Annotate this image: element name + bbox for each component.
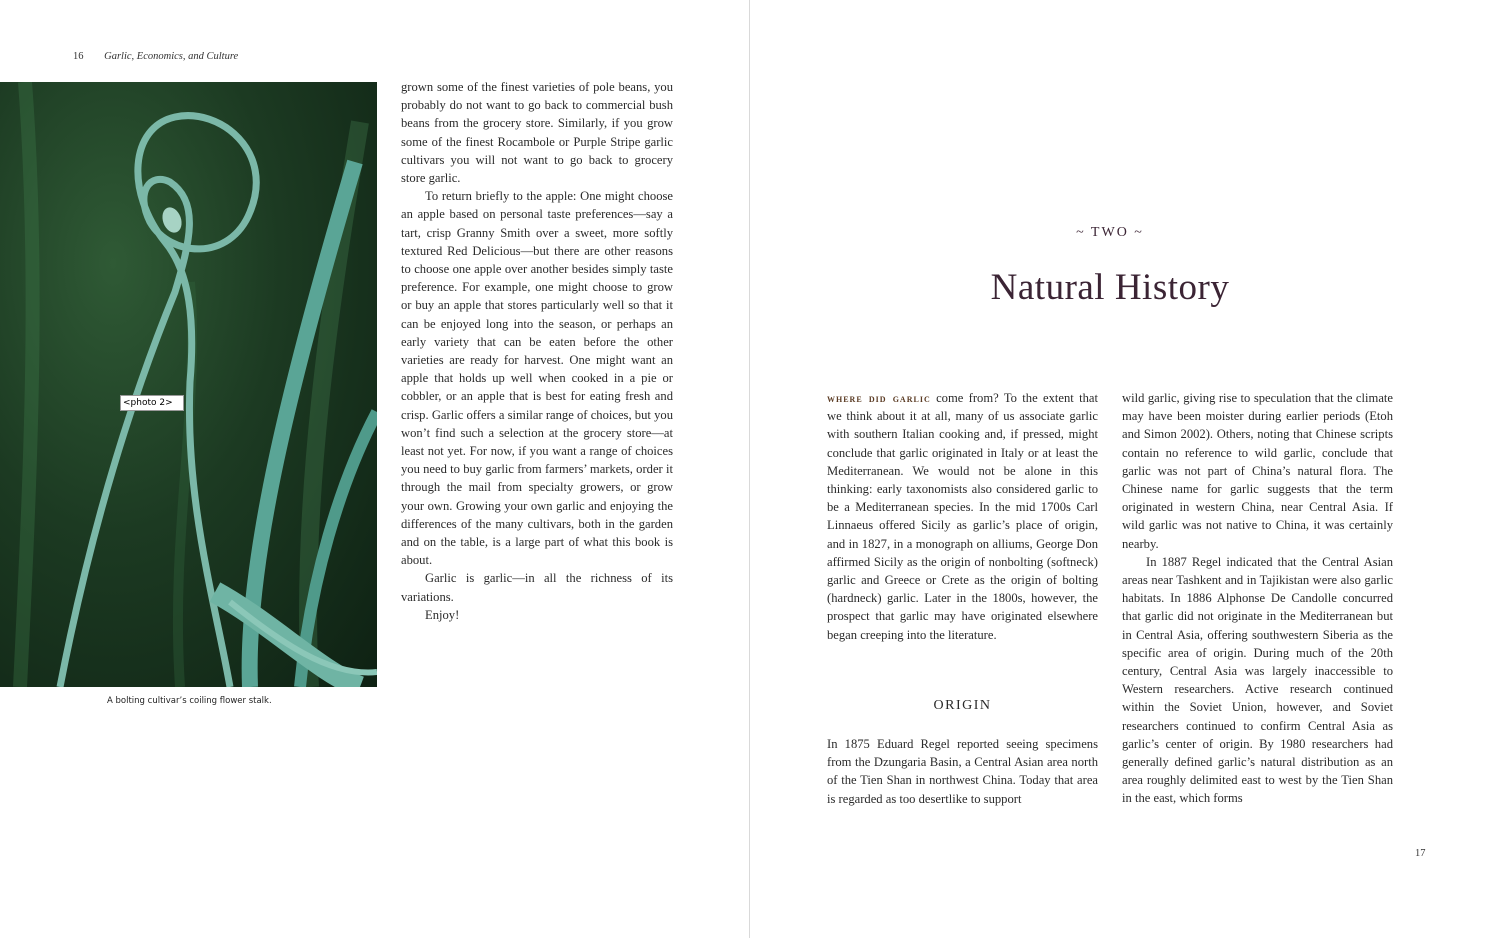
paragraph: In 1875 Eduard Regel reported seeing specimens from the Dzungaria Basin, a Central Asian area north of the Tien Shan in northwest China. Today that area is regarded as too desertlike to support: [827, 737, 1098, 806]
paragraph: Garlic is garlic—in all the richness of its variations.: [401, 571, 673, 604]
right-page-column-2: [1122, 389, 1393, 808]
left-page-number: 16: [73, 51, 84, 62]
page-gutter: [749, 0, 750, 938]
garlic-scape-illustration: [0, 82, 377, 687]
paragraph: To return briefly to the apple: One might choose an apple based on personal taste preferences—say a tart, crisp Granny Smith over a sweet, more softly textured Red Delicious—but there are other reasons to choose one apple over another besides simply taste preference. For example, one might choose to grow or buy an apple that stores particularly well so that it can be enjoyed long into the season, or perhaps an early variety that can be eaten before the other varieties are ready for harvest. One might want an apple that holds up well when cooked in a pie or cobbler, or an apple that is best for eating fresh and crisp. Garlic offers a similar range of choices, but you won’t find such a selection at the grocery store—at least not yet. For now, if you want a range of choices you need to buy garlic from farmers’ markets, order it through the mail from specialty growers, or grow your own. Growing your own garlic and enjoying the differences of the many cultivars, both in the garden and on the table, is a large part of what this book is about.: [401, 189, 673, 568]
section-heading: ORIGIN: [933, 698, 992, 713]
paragraph: wild garlic, giving rise to speculation that the climate may have been moister during earlier periods (Etoh and Simon 2002). Others, noting that Chinese scripts contain no reference to wild garlic, conclude that garlic was not part of China’s natural flora. The Chinese name for garlic suggests that the term originated in western China, near Central Asia. If wild garlic was not native to China, it was certainly nearby.: [1122, 391, 1393, 551]
running-title: Garlic, Economics, and Culture: [104, 51, 239, 62]
photo-caption: A bolting cultivar’s coiling flower stalk.: [107, 696, 272, 706]
running-head: [73, 51, 238, 62]
chapter-number: ~ TWO ~: [1076, 225, 1144, 240]
left-page-text-column: [401, 78, 673, 624]
paragraph: [827, 389, 1098, 644]
right-page-column-1-continued: [827, 735, 1098, 808]
lead-in-smallcaps: where did garlic: [827, 391, 931, 405]
paragraph: In 1887 Regel indicated that the Central Asian areas near Tashkent and in Tajikistan were also garlic habitats. In 1886 Alphonse De Candolle concurred that garlic did not originate in the Mediterranean but in Central Asia, offering southwestern Siberia as the specific area of origin. During much of the 20th century, Central Asia was largely inaccessible to Western researchers. Active research continued within the Soviet Union, however, and Soviet researchers continued to confirm Central Asia as garlic’s center of origin. By 1980 researchers had generally defined garlic’s natural distribution as an area roughly delimited east to west by the Tien Shan in the east, which forms: [1122, 554, 1393, 806]
paragraph: Enjoy!: [425, 607, 460, 622]
photo-placeholder-tag: <photo 2>: [120, 395, 184, 411]
right-page-number: 17: [1415, 848, 1426, 859]
garlic-scape-photo: [0, 82, 377, 687]
paragraph: grown some of the finest varieties of pole beans, you probably do not want to go back to commercial bush beans from the grocery store. Similarly, if you grow some of the finest Rocambole or Purple Stripe garlic cultivars you will not want to go back to grocery store garlic.: [401, 80, 673, 186]
right-page-column-1: [827, 389, 1098, 644]
paragraph-text: come from? To the extent that we think about it at all, many of us associate garlic with southern Italian cooking and, if pressed, might conclude that garlic originated in Italy or at least the Mediterranean. We would not be alone in this thinking: early taxonomists also considered garlic to be a Mediterranean species. In the mid 1700s Carl Linnaeus offered Sicily as garlic’s place of origin, and in 1827, in a monograph on alliums, George Don affirmed Sicily as the origin of nonbolting (softneck) garlic and Greece or Crete as the origin of bolting (hardneck) garlic. Later in the 1800s, however, the prospect that garlic may have originated elsewhere began creeping into the literature.: [827, 391, 1098, 642]
chapter-title: Natural History: [990, 267, 1230, 308]
